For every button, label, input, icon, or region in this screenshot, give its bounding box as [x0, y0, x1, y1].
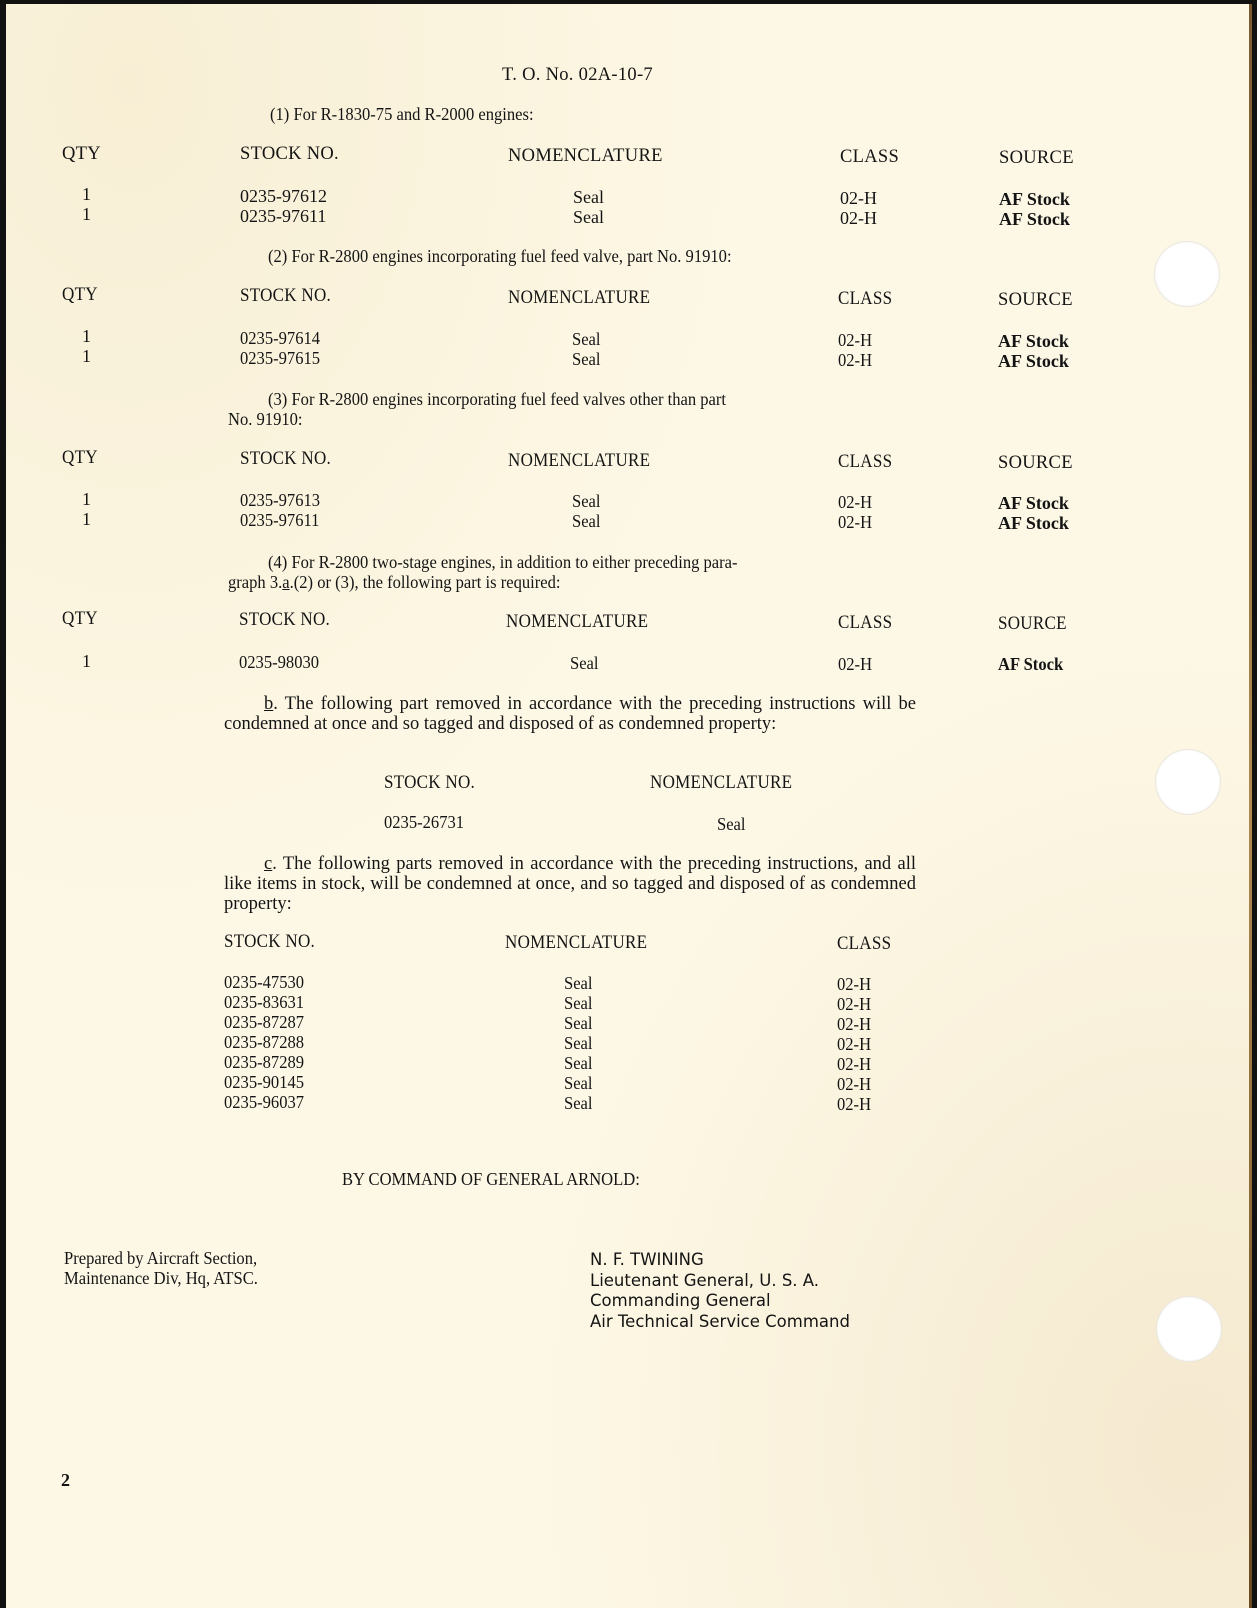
nomenclature: Seal	[564, 1053, 593, 1073]
source: AF Stock	[998, 351, 1069, 371]
subsection-heading-3-cont: No. 91910:	[228, 409, 303, 429]
paragraph-letter: b	[264, 694, 274, 714]
document-page	[6, 4, 1252, 1608]
col-nomenclature: NOMENCLATURE	[650, 773, 793, 793]
col-nomenclature: NOMENCLATURE	[508, 288, 651, 308]
qty: 1	[82, 489, 91, 509]
stock-no: 0235-87289	[224, 1052, 305, 1072]
command-line: BY COMMAND OF GENERAL ARNOLD:	[342, 1169, 640, 1189]
prepared-by-line1: Prepared by Aircraft Section,	[64, 1248, 258, 1268]
col-qty: QTY	[62, 448, 98, 468]
nomenclature: Seal	[564, 1033, 593, 1053]
qty: 1	[82, 326, 91, 346]
punch-hole	[1156, 1296, 1222, 1362]
signatory-command: Air Technical Service Command	[590, 1311, 850, 1331]
nomenclature: Seal	[564, 1073, 593, 1093]
col-nomenclature: NOMENCLATURE	[506, 612, 649, 632]
nomenclature: Seal	[572, 511, 601, 531]
punch-hole	[1154, 241, 1220, 307]
class: 02-H	[837, 974, 872, 994]
nomenclature: Seal	[564, 1013, 593, 1033]
punch-hole	[1155, 749, 1221, 815]
class: 02-H	[840, 188, 877, 208]
stock-no: 0235-96037	[224, 1092, 305, 1112]
stock-no: 0235-97613	[240, 490, 321, 510]
col-stock-no: STOCK NO.	[224, 932, 316, 952]
class: 02-H	[837, 1054, 872, 1074]
signatory-name: N. F. TWINING	[590, 1250, 704, 1269]
qty: 1	[82, 509, 91, 529]
text: .(2) or (3), the following part is required:	[289, 572, 561, 592]
paragraph-text: . The following parts removed in accordance with the preceding instructions, and all like items in stock, will be condemned at once, and so tagged and disposed of as condemned property:	[224, 854, 916, 914]
stock-no: 0235-97614	[240, 328, 321, 348]
col-class: CLASS	[840, 147, 900, 167]
source: AF Stock	[998, 513, 1069, 533]
nomenclature: Seal	[570, 653, 599, 673]
col-class: CLASS	[838, 452, 893, 472]
class: 02-H	[838, 512, 873, 532]
nomenclature: Seal	[564, 993, 593, 1013]
nomenclature: Seal	[564, 973, 593, 993]
col-source: SOURCE	[998, 290, 1073, 310]
stock-no: 0235-26731	[384, 812, 465, 832]
col-stock-no: STOCK NO.	[240, 449, 332, 469]
prepared-by-line2: Maintenance Div, Hq, ATSC.	[64, 1268, 258, 1288]
subsection-heading-2: (2) For R-2800 engines incorporating fuel feed valve, part No. 91910:	[268, 246, 732, 266]
class: 02-H	[838, 350, 873, 370]
class: 02-H	[838, 654, 873, 674]
source: AF Stock	[998, 331, 1069, 351]
signature-block	[590, 1250, 850, 1332]
nomenclature: Seal	[572, 491, 601, 511]
stock-no: 0235-83631	[224, 992, 305, 1012]
nomenclature: Seal	[572, 329, 601, 349]
col-nomenclature: NOMENCLATURE	[508, 451, 651, 471]
stock-no: 0235-87288	[224, 1032, 305, 1052]
col-qty: QTY	[62, 144, 101, 164]
col-nomenclature: NOMENCLATURE	[508, 146, 663, 166]
stock-no: 0235-97615	[240, 348, 321, 368]
col-class: CLASS	[837, 934, 892, 954]
subsection-heading-1: (1) For R-1830-75 and R-2000 engines:	[270, 104, 534, 124]
col-qty: QTY	[62, 285, 98, 305]
subsection-heading-3: (3) For R-2800 engines incorporating fuel feed valves other than part	[268, 389, 727, 409]
subsection-heading-4: (4) For R-2800 two-stage engines, in addition to either preceding para-	[268, 552, 738, 572]
text: graph 3.	[228, 572, 283, 592]
class: 02-H	[840, 208, 877, 228]
nomenclature: Seal	[717, 814, 746, 834]
page-number: 2	[61, 1470, 70, 1490]
paragraph-letter: c	[264, 854, 273, 874]
col-stock-no: STOCK NO.	[384, 773, 476, 793]
col-source: SOURCE	[999, 148, 1074, 168]
qty: 1	[82, 651, 91, 671]
col-qty: QTY	[62, 609, 98, 629]
source: AF Stock	[998, 493, 1069, 513]
stock-no: 0235-90145	[224, 1072, 305, 1092]
stock-no: 0235-98030	[239, 652, 320, 672]
source: AF Stock	[998, 654, 1064, 674]
stock-no: 0235-97612	[240, 186, 327, 206]
class: 02-H	[837, 1034, 872, 1054]
document-number: T. O. No. 02A-10-7	[502, 65, 653, 85]
col-class: CLASS	[838, 289, 893, 309]
class: 02-H	[837, 1094, 872, 1114]
class: 02-H	[838, 330, 873, 350]
qty: 1	[82, 184, 91, 204]
source: AF Stock	[999, 209, 1070, 229]
paragraph-b	[224, 694, 916, 734]
signatory-title: Commanding General	[590, 1291, 771, 1310]
stock-no: 0235-87287	[224, 1012, 305, 1032]
nomenclature: Seal	[564, 1093, 593, 1113]
class: 02-H	[837, 1014, 872, 1034]
col-class: CLASS	[838, 613, 893, 633]
class: 02-H	[837, 1074, 872, 1094]
nomenclature: Seal	[573, 187, 604, 207]
source: AF Stock	[999, 189, 1070, 209]
col-stock-no: STOCK NO.	[239, 610, 331, 630]
stock-no: 0235-47530	[224, 972, 305, 992]
class: 02-H	[838, 492, 873, 512]
col-stock-no: STOCK NO.	[240, 144, 339, 164]
nomenclature: Seal	[572, 349, 601, 369]
qty: 1	[82, 204, 91, 224]
stock-no: 0235-97611	[240, 510, 320, 530]
class: 02-H	[837, 994, 872, 1014]
text: a	[282, 572, 290, 592]
paragraph-c	[224, 854, 916, 914]
subsection-heading-4-cont	[228, 572, 560, 593]
col-stock-no: STOCK NO.	[240, 286, 332, 306]
stock-no: 0235-97611	[240, 206, 327, 226]
signatory-rank: Lieutenant General, U. S. A.	[590, 1270, 820, 1290]
paragraph-text: . The following part removed in accordance with the preceding instructions will be condemned at once and so tagged and disposed of as condemned property:	[224, 694, 916, 734]
nomenclature: Seal	[573, 207, 604, 227]
col-source: SOURCE	[998, 614, 1067, 634]
col-source: SOURCE	[998, 453, 1073, 473]
col-nomenclature: NOMENCLATURE	[505, 933, 648, 953]
qty: 1	[82, 346, 91, 366]
